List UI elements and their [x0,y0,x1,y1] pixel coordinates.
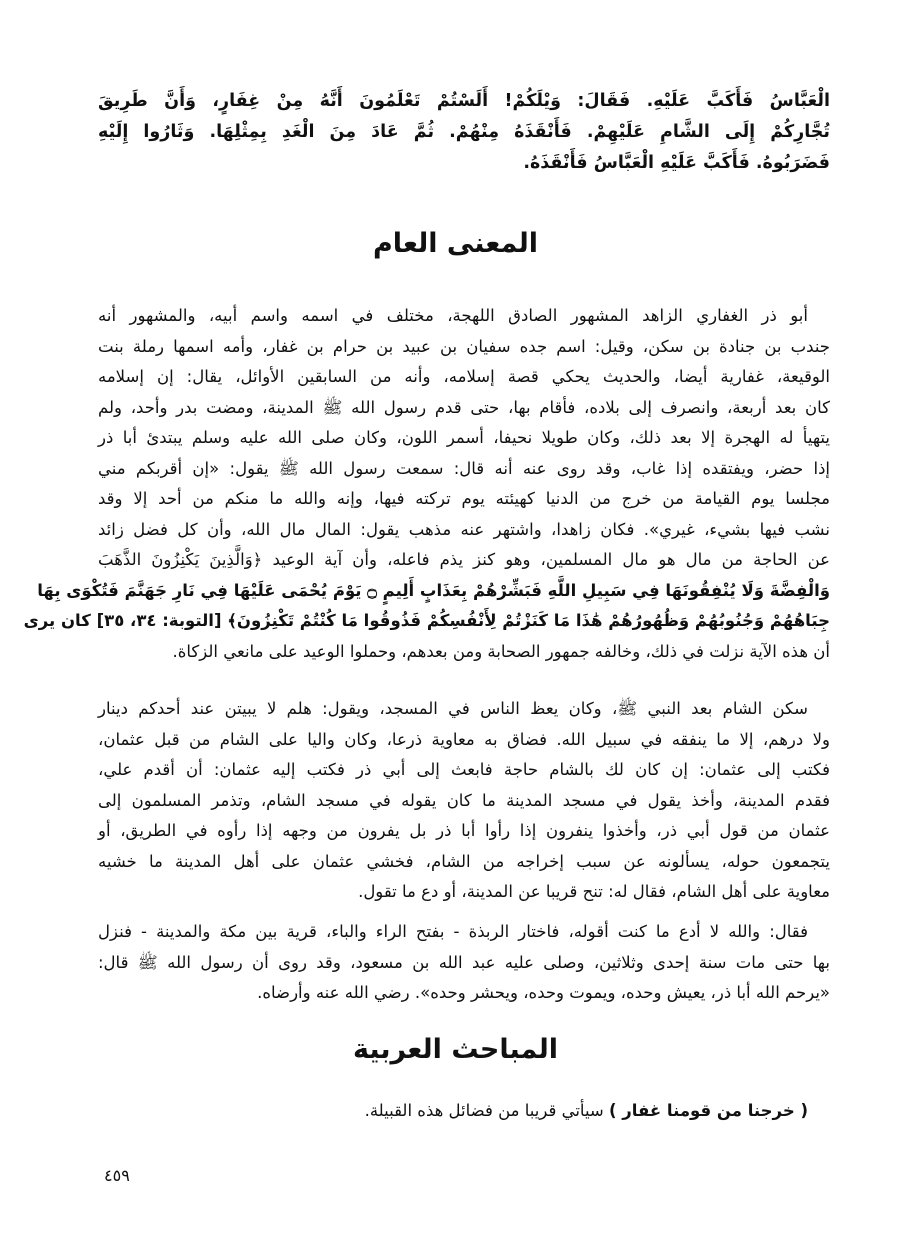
paragraph-3-line: بها حتى مات سنة إحدى وثلاثين، وصلى عليه عبد الله بن مسعود، وقد روى أن رسول الله ﷺ قال: [98,952,830,972]
paragraph-1-line: عن الحاجة من مال هو مال المسلمين، وهو كنز يذم فاعله، وأن آية الوعيد ﴿وَالَّذِينَ يَكْنِزُونَ الذَّهَبَ [98,550,830,569]
paragraph-1 [23,301,830,667]
opening-line-1: الْعَبَّاسُ فَأَكَبَّ عَلَيْهِ. فَقَالَ: وَيْلَكُمْ! أَلَسْتُمْ تَعْلَمُونَ أَنَّهُ مِنْ غِفَارٍ، وَأَنَّ طَرِيقَ [98,91,830,111]
paragraph-2-line: معاوية على أهل الشام، فقال له: تنح قريبا عن المدينة، أو دع ما تقول. [358,882,830,901]
paragraph-2-line: فكتب إلى عثمان: إن كان لك بالشام حاجة فابعث إلى أبي ذر فكتب إليه عثمان: أن أقدم علي، [98,760,830,779]
paragraph-1-line: جندب بن جنادة بن سكن، وقيل: اسم جده سفيان بن عبيد بن حرام بن غفار، وأمه اسمها رملة بنت [98,336,830,356]
paragraph-3-line: «يرحم الله أبا ذر، يعيش وحده، ويموت وحده، ويحشر وحده». رضي الله عنه وأرضاه. [257,983,830,1002]
opening-text [98,86,830,179]
quran-verse-line: جِبَاهُهُمْ وَجُنُوبُهُمْ وَظُهُورُهُمْ هَٰذَا مَا كَنَزْتُمْ لِأَنْفُسِكُمْ فَذُوقُوا مَا كُنْتُمْ تَكْنِزُونَ﴾ [التوبة: ٣٤، ٣٥] كان يرى [23,611,830,630]
paragraph-1-line: أن هذه الآية نزلت في ذلك، وخالفه جمهور الصحابة ومن بعدهم، وحملوا الوعيد على مانعي الزكاة. [172,641,830,661]
quran-verse-line: وَالْفِضَّةَ وَلَا يُنْفِقُونَهَا فِي سَبِيلِ اللَّهِ فَبَشِّرْهُمْ بِعَذَابٍ أَلِيمٍ ۝ يَوْمَ يُحْمَى عَلَيْهَا فِي نَارِ جَهَنَّمَ فَتُكْوَى بِهَا [37,580,830,600]
section-heading-general-meaning: المعنى العام [372,228,539,259]
paragraph-2-line: عثمان من قول أبي ذر، وأخذوا ينفرون إذا رأوا أبا ذر بل يفرون من وجهه إذا رأوه في الطريق، أو [98,821,830,840]
paragraph-3-line: فقال: والله لا أدع ما كنت أقوله، فاختار الربذة - بفتح الراء والباء، قرية بين مكة والمدينة - فنزل [98,922,808,941]
paragraph-1-line: إذا حضر، ويفتقده إذا غاب، وقد روى عنه أنه قال: سمعت رسول الله ﷺ يقول: «إن أقربكم مني [98,458,830,478]
note-line [98,1096,830,1127]
paragraph-2-line: فقدم المدينة، وأخذ يقول في مسجد المدينة ما كان يقوله في مسجد الشام، وتذمر المسلمون إلى [98,790,830,810]
paragraph-2-line: ولا درهم، إلا ما ينفقه في سبيل الله. فضاق به معاوية ذرعا، وكان واليا على الشام من قبل عثمان، [98,729,830,749]
opening-line-2: تُجَّارِكُمْ إِلَى الشَّامِ عَلَيْهِمْ. فَأَنْقَذَهُ مِنْهُمْ. ثُمَّ عَادَ مِنَ الْغَدِ بِمِثْلِهَا. وَثَارُوا إِلَيْهِ [98,122,830,142]
paragraph-2 [98,694,830,908]
note-term: ( خرجنا من قومنا غفار ) [609,1101,808,1120]
paragraph-1-line: مجلسا يوم القيامة من خرج من الدنيا كهيئته يوم تركته فيها، وإنه والله ما منكم من أحد إلا وقد [98,489,830,508]
paragraph-3 [98,917,830,1009]
paragraph-1-line: أبو ذر الغفاري الزاهد المشهور الصادق اللهجة، مختلف في اسمه واسم أبيه، والمشهور أنه [98,306,808,325]
opening-line-3: فَضَرَبُوهُ. فَأَكَبَّ عَلَيْهِ الْعَبَّاسُ فَأَنْقَذَهُ. [523,153,830,173]
paragraph-1-line: يتهيأ له الهجرة إلا بعد ذلك، وكان طويلا نحيفا، أسمر اللون، وكان صلى الله عليه وسلم يبتدئ أبا ذر [98,428,830,447]
section-heading-arabic-discussions: المباحث العربية [352,1034,559,1065]
paragraph-1-line: كان بعد أربعة، وانصرف إلى بلاده، فأقام بها، حتى قدم رسول الله ﷺ المدينة، ومضت بدر وأحد، ولم [98,397,830,417]
page-number: ٤٥٩ [104,1166,130,1185]
paragraph-2-line: يتجمعون حوله، يسألونه عن سبب إخراجه من الشام، فخشي عثمان على أهل المدينة ما خشيه [98,851,830,871]
note-explanation: سيأتي قريبا من فضائل هذه القبيلة. [364,1101,610,1120]
note-paragraph [98,1096,830,1127]
paragraph-1-line: نشب فيها بشيء، غيري». فكان زاهدا، واشتهر عنه مذهب يقول: المال مال الله، وأن كل فضل زائد [98,519,830,539]
paragraph-1-line: الوقيعة، غفارية أيضا، والحديث يحكي قصة إسلامه، وأنه من السابقين الأوائل، يقال: إن إسلامه [98,367,830,386]
paragraph-2-line: سكن الشام بعد النبي ﷺ، وكان يعظ الناس في المسجد، ويقول: هلم لا يبيتن عند أحدكم دينار [98,699,808,718]
